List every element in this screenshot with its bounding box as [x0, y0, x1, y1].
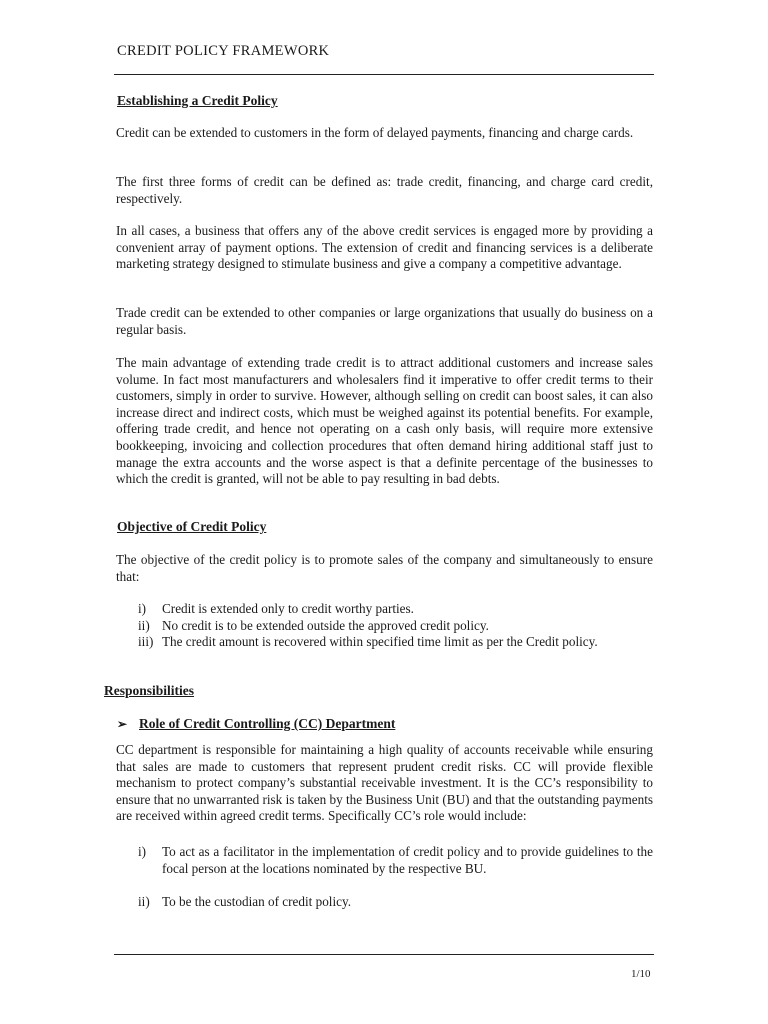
paragraph: The first three forms of credit can be defined as: trade credit, financing, and charge card credit, respectively.	[116, 174, 653, 206]
footer-divider	[114, 954, 654, 955]
page-title: CREDIT POLICY FRAMEWORK	[117, 43, 330, 59]
list-item-number: ii)	[138, 894, 150, 910]
list-item	[116, 634, 653, 651]
list-item-text: To act as a facilitator in the implementation of credit policy and to provide guidelines to the focal person at the locations nominated by the respective BU.	[162, 844, 653, 876]
list-item	[116, 618, 653, 635]
list-item-text: No credit is to be extended outside the approved credit policy.	[162, 617, 489, 633]
subheading-cc-department	[117, 716, 395, 732]
list-item-number: iii)	[138, 634, 154, 650]
list-item	[116, 894, 653, 911]
list-item	[116, 844, 653, 877]
list-item-text: To be the custodian of credit policy.	[162, 894, 352, 910]
list-item	[116, 601, 653, 618]
list-item-text: Credit is extended only to credit worthy parties.	[162, 601, 414, 616]
cc-role-list	[116, 844, 653, 911]
arrow-bullet-icon: ➢	[117, 717, 128, 731]
paragraph: The objective of the credit policy is to promote sales of the company and simultaneously to ensure that:	[116, 552, 653, 584]
objective-list	[116, 601, 653, 651]
paragraph: In all cases, a business that offers any of the above credit services is engaged more by providing a convenient array of payment options. The extension of credit and financing services is a deliberate marketing strategy designed to stimulate business and give a company a competitive advantage.	[116, 223, 653, 272]
list-item-number: ii)	[138, 617, 150, 633]
list-item-text: The credit amount is recovered within specified time limit as per the Credit policy.	[162, 634, 598, 650]
section-heading-establishing: Establishing a Credit Policy	[117, 93, 278, 108]
subheading-text: Role of Credit Controlling (CC) Department	[139, 716, 396, 731]
header-divider	[114, 74, 654, 75]
list-item-number: i)	[138, 844, 147, 859]
list-item-number: i)	[138, 601, 147, 616]
page-number: 1/10	[631, 968, 651, 980]
paragraph: Trade credit can be extended to other companies or large organizations that usually do business on a regular basis.	[116, 305, 653, 337]
paragraph: The main advantage of extending trade credit is to attract additional customers and increase sales volume. In fact most manufacturers and wholesalers find it imperative to offer credit terms to their customers, simply in order to survive. However, although selling on credit can boost sales, it can also increase direct and indirect costs, which must be weighed against its potential benefits. For example, offering trade credit, and hence not operating on a cash only basis, will require more extensive bookkeeping, invoicing and collection procedures that often demand hiring additional staff just to manage the extra accounts and the worse aspect is that a definite percentage of the businesses to which the credit is granted, will not be able to pay resulting in bad debts.	[116, 355, 653, 487]
section-heading-responsibilities: Responsibilities	[104, 683, 195, 698]
paragraph: CC department is responsible for maintaining a high quality of accounts receivable while ensuring that sales are made to customers that represent prudent credit risks. CC will provide flexible mechanism to protect company’s substantial receivable investment. It is the CC’s responsibility to ensure that no unwarranted risk is taken by the Business Unit (BU) and that the outstanding payments are received within agreed credit terms. Specifically CC’s role would include:	[116, 742, 653, 824]
paragraph: Credit can be extended to customers in the form of delayed payments, financing and charge cards.	[116, 125, 634, 140]
section-heading-objective: Objective of Credit Policy	[117, 519, 267, 534]
